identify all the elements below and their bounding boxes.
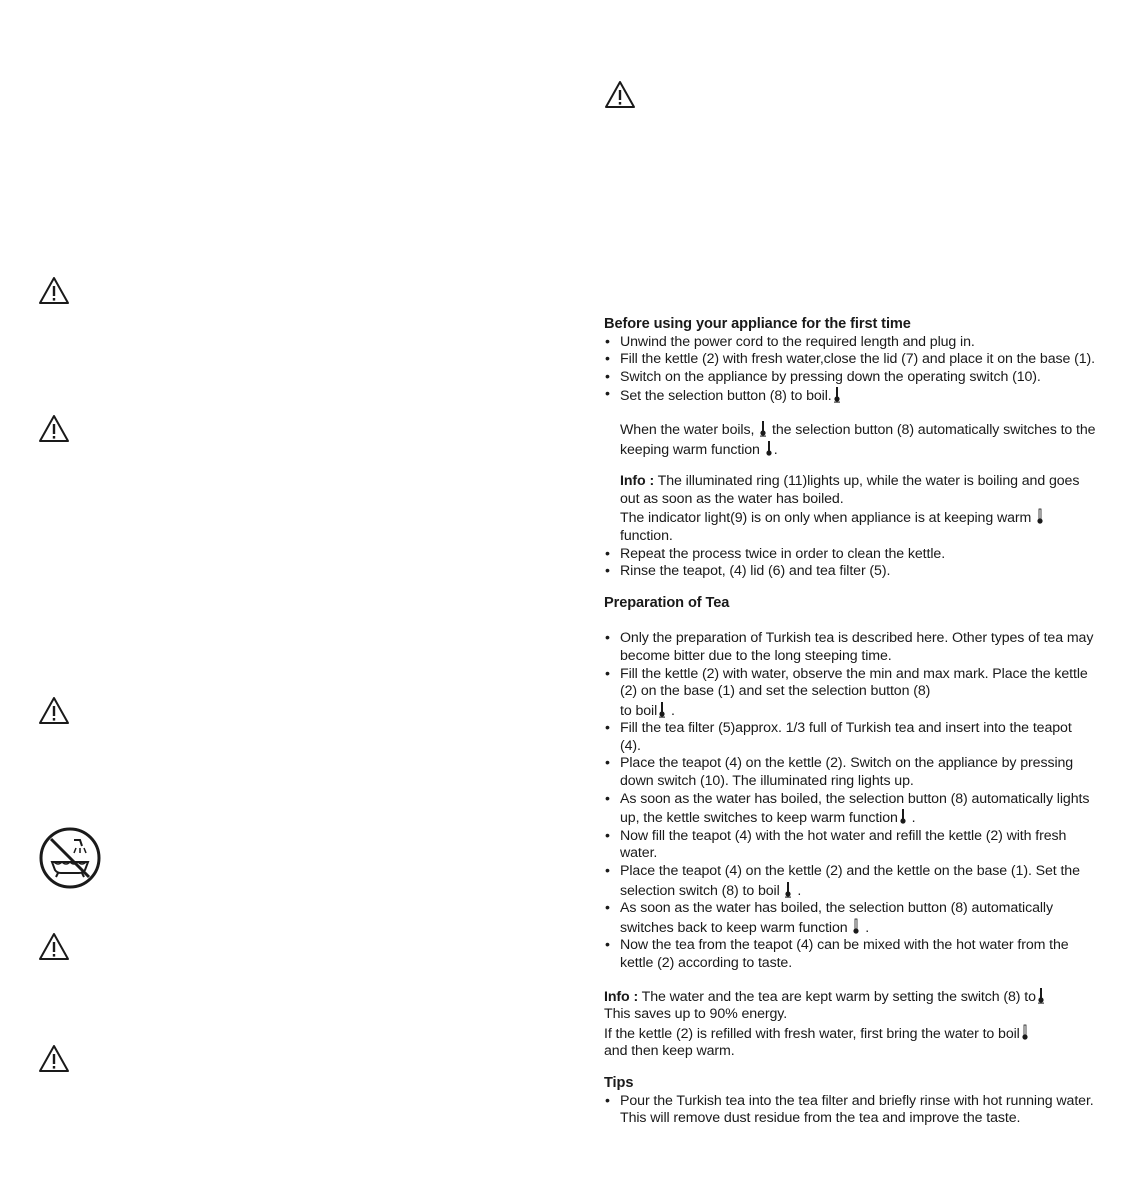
thermometer-icon bbox=[765, 440, 773, 457]
thermometer-icon bbox=[1021, 1024, 1029, 1041]
info-text: The illuminated ring (11)lights up, while the water is boiling and goes out as soon as the water has boiled. bbox=[620, 473, 1080, 507]
thermometer-icon bbox=[1036, 508, 1044, 525]
list-item-text: As soon as the water has boiled, the selection button (8) automatically switches back to keep warm function bbox=[620, 900, 1053, 936]
first-use-list bbox=[604, 334, 1096, 406]
tips-list bbox=[604, 1093, 1096, 1128]
thermometer-icon bbox=[899, 808, 907, 825]
list-item: • Place the teapot (4) on the kettle (2). Switch on the appliance by pressing down switch (10). The illuminated ring lights up. bbox=[604, 755, 1096, 790]
list-item-text: to boil bbox=[620, 702, 658, 719]
info-label: Info : bbox=[620, 473, 655, 490]
tea-info-note bbox=[604, 987, 1096, 1061]
tea-list bbox=[604, 630, 1096, 972]
warning-triangle-icon bbox=[38, 696, 70, 726]
list-item: • Switch on the appliance by pressing down the operating switch (10). bbox=[604, 369, 1096, 387]
list-item: • As soon as the water has boiled, the selection button (8) automatically lights up, the kettle switches to keep warm function . bbox=[604, 791, 1096, 828]
first-use-list-2 bbox=[604, 546, 1096, 581]
thermometer-icon bbox=[833, 386, 841, 403]
warning-triangle-icon bbox=[38, 1044, 70, 1074]
info-line: and then keep warm. bbox=[604, 1043, 735, 1060]
list-item: • Fill the kettle (2) with water, observe the min and max mark. Place the kettle (2) on the base (1) and set the selection button (8) to boil . bbox=[604, 666, 1096, 721]
warning-triangle-icon bbox=[38, 276, 70, 306]
list-item: • Rinse the teapot, (4) lid (6) and tea filter (5). bbox=[604, 563, 1096, 581]
list-item: • Only the preparation of Turkish tea is described here. Other types of tea may become bitter due to the long steeping time. bbox=[604, 630, 1096, 665]
thermometer-icon bbox=[1037, 987, 1045, 1004]
info-line: If the kettle (2) is refilled with fresh water, first bring the water to boil bbox=[604, 1025, 1020, 1042]
info-note bbox=[604, 473, 1096, 545]
list-item: • Now fill the teapot (4) with the hot water and refill the kettle (2) with fresh water. bbox=[604, 828, 1096, 863]
list-item: • As soon as the water has boiled, the selection button (8) automatically switches back to keep warm function . bbox=[604, 900, 1096, 937]
list-item-text: Set the selection button (8) to boil. bbox=[620, 388, 832, 405]
thermometer-icon bbox=[759, 420, 767, 437]
list-item: • Unwind the power cord to the required length and plug in. bbox=[604, 334, 1096, 352]
section-heading-first-use: Before using your appliance for the first time bbox=[604, 316, 911, 332]
info-text-end: function. bbox=[620, 527, 673, 544]
thermometer-icon bbox=[852, 918, 860, 935]
list-item: • Fill the kettle (2) with fresh water,close the lid (7) and place it on the base (1). bbox=[604, 351, 1096, 369]
info-line: This saves up to 90% energy. bbox=[604, 1006, 788, 1023]
list-item-text: As soon as the water has boiled, the selection button (8) automatically lights up, the kettle switches to keep warm function bbox=[620, 790, 1090, 827]
list-item-text: Fill the kettle (2) with water, observe the min and max mark. Place the kettle (2) on the base (1) and set the selection button (8) bbox=[620, 665, 1088, 700]
list-item: • Now the tea from the teapot (4) can be mixed with the hot water from the kettle (2) according to taste. bbox=[604, 937, 1096, 972]
list-item: • Place the teapot (4) on the kettle (2) and the kettle on the base (1). Set the selection switch (8) to boil . bbox=[604, 863, 1096, 900]
warning-triangle-icon bbox=[38, 932, 70, 962]
list-item bbox=[604, 386, 1096, 406]
instructions-column bbox=[604, 316, 1096, 1128]
info-line: The water and the tea are kept warm by setting the switch (8) to bbox=[641, 988, 1036, 1005]
section-heading-tips: Tips bbox=[604, 1074, 634, 1091]
warning-triangle-icon bbox=[38, 414, 70, 444]
no-bathtub-icon bbox=[38, 826, 102, 890]
boil-note-end: the selection button (8) automatically switches to the keeping warm function bbox=[620, 421, 1096, 458]
info-text-indicator: The indicator light(9) is on only when appliance is at keeping warm bbox=[620, 510, 1032, 527]
list-item-text: Place the teapot (4) on the kettle (2) and the kettle on the base (1). Set the selection switch (8) to boil bbox=[620, 863, 1080, 899]
section-heading-tea: Preparation of Tea bbox=[604, 594, 730, 611]
thermometer-icon bbox=[658, 701, 666, 718]
thermometer-icon bbox=[784, 881, 792, 898]
boil-note: When the water boils, the selection button (8) automatically switches to the keeping warm function . bbox=[620, 421, 1096, 458]
list-item: • Pour the Turkish tea into the tea filter and briefly rinse with hot running water. This will remove dust residue from the tea and improve the taste. bbox=[604, 1093, 1096, 1128]
boil-note-start: When the water boils, bbox=[620, 421, 755, 438]
info-label: Info : bbox=[604, 988, 639, 1005]
warning-triangle-icon bbox=[604, 80, 636, 110]
list-item: • Repeat the process twice in order to clean the kettle. bbox=[604, 546, 1096, 564]
list-item: • Fill the tea filter (5)approx. 1/3 full of Turkish tea and insert into the teapot (4). bbox=[604, 720, 1096, 755]
